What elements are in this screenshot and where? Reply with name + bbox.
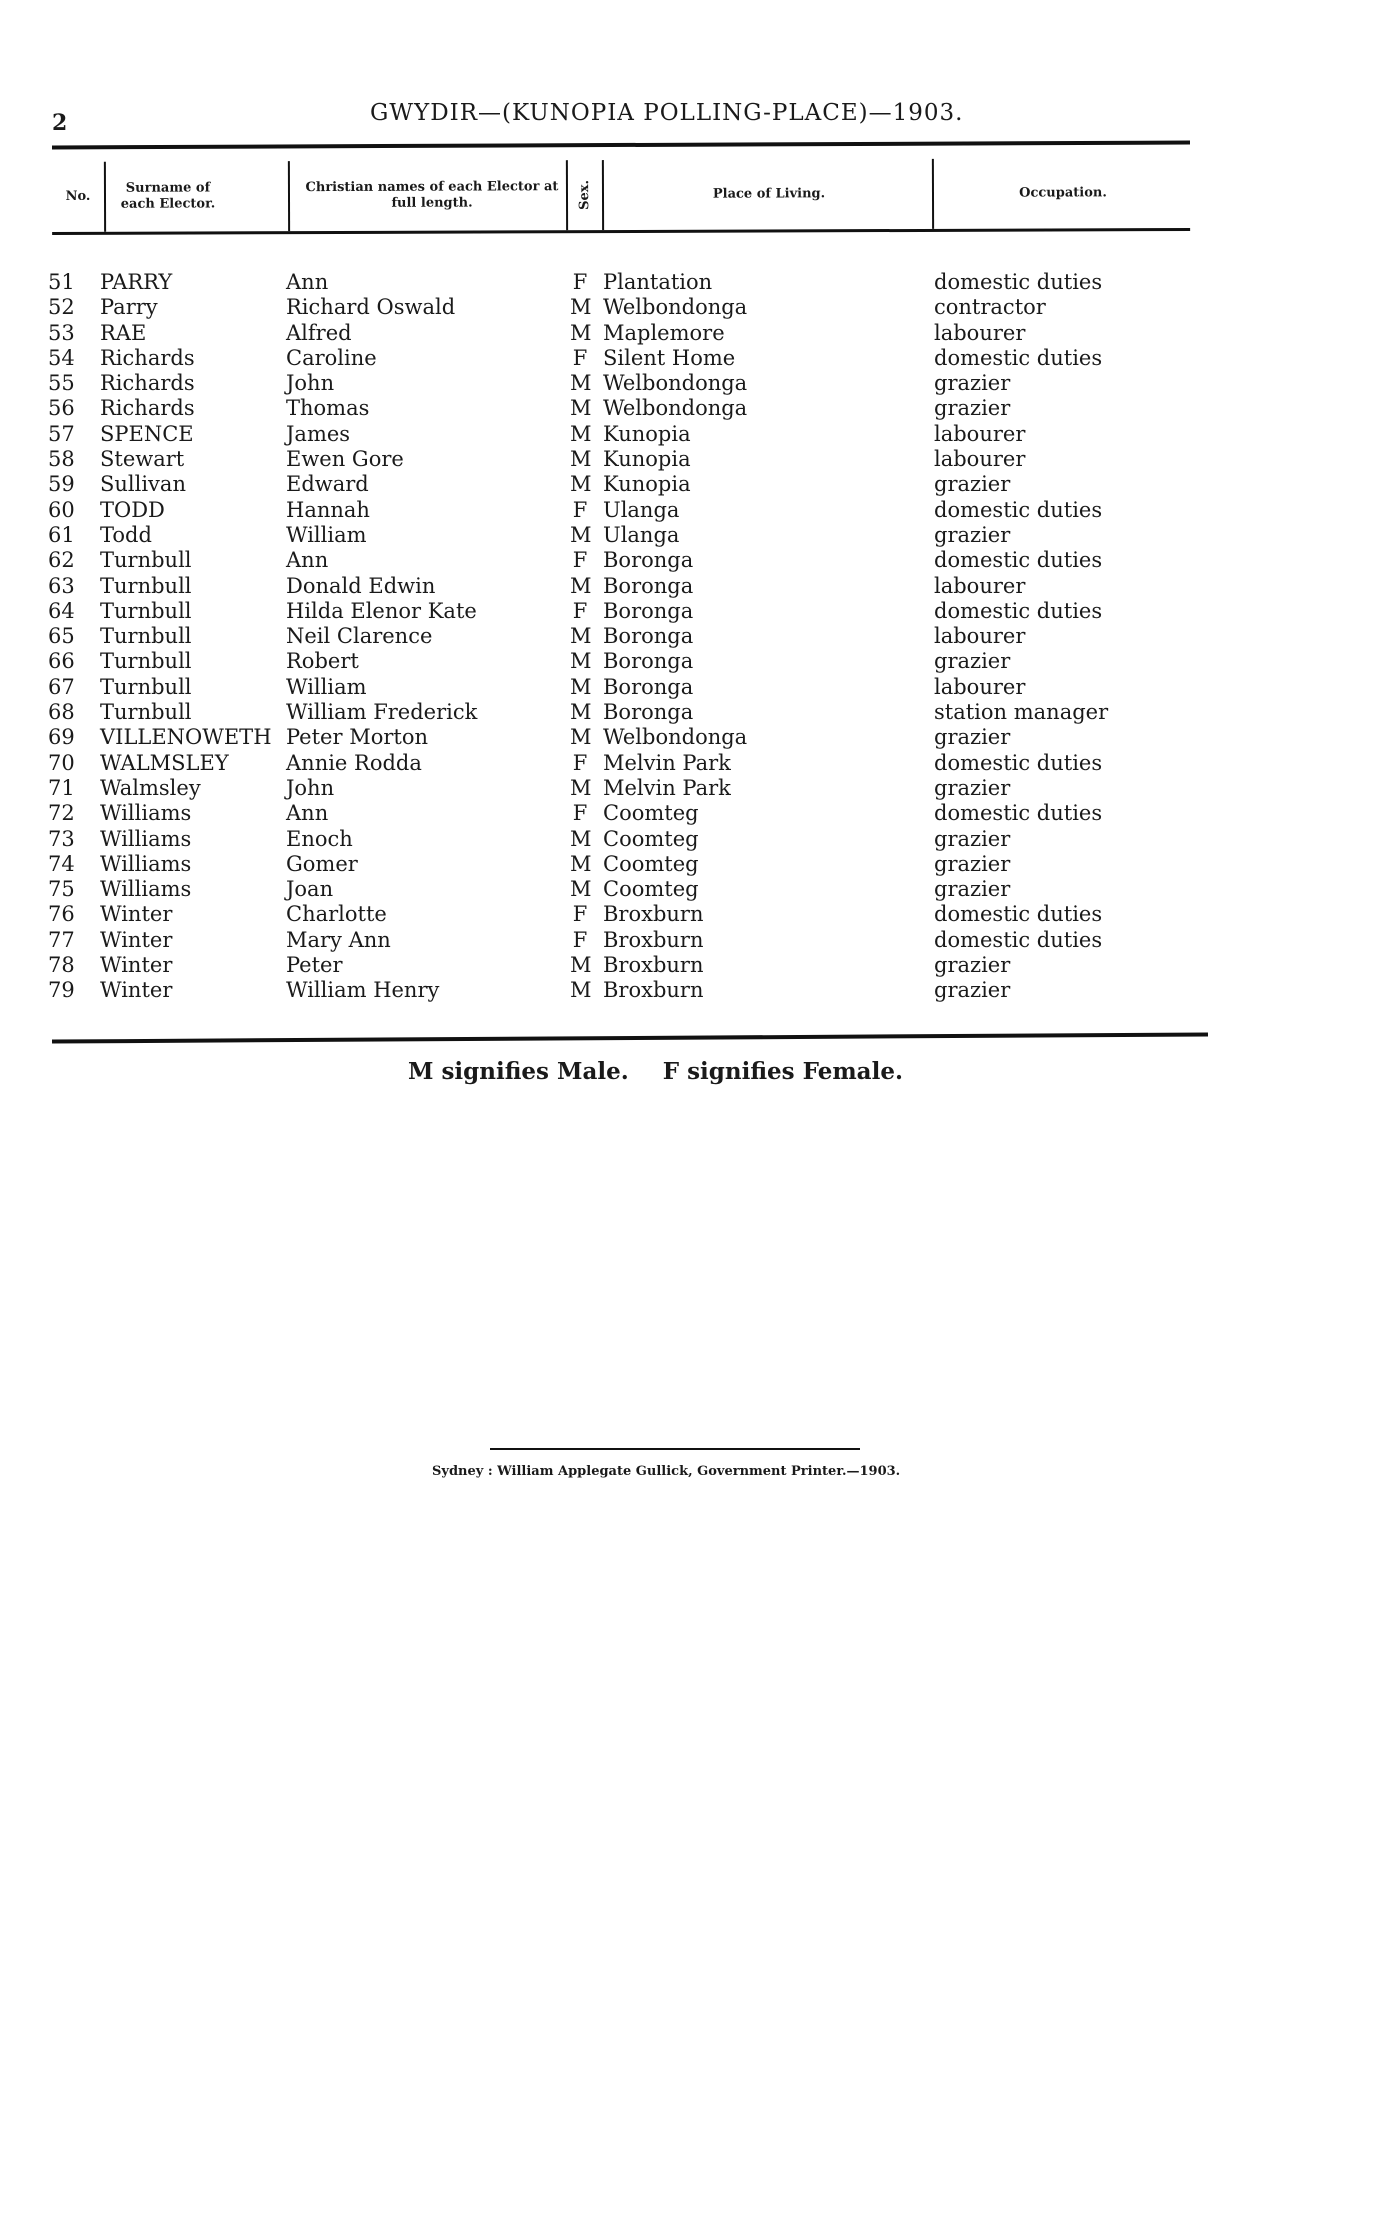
elector-sex: M: [570, 396, 592, 421]
header-no: No.: [65, 189, 91, 205]
elector-place: Welbondonga: [603, 725, 748, 750]
elector-surname: Richards: [100, 371, 195, 396]
elector-christian-names: Neil Clarence: [286, 624, 433, 649]
elector-no: 51: [48, 270, 75, 294]
elector-surname: Turnbull: [100, 548, 192, 573]
table-row: [48, 725, 1198, 750]
header-divider: [566, 160, 568, 230]
header-place: Place of Living.: [712, 186, 826, 202]
elector-occupation: domestic duties: [934, 598, 1103, 623]
table-row: [48, 827, 1198, 852]
elector-surname: WALMSLEY: [100, 750, 229, 775]
table-row: [48, 599, 1198, 624]
elector-christian-names: Donald Edwin: [286, 573, 436, 598]
elector-christian-names: William: [286, 674, 367, 699]
elector-christian-names: Peter: [286, 953, 343, 978]
elector-sex: M: [570, 725, 592, 750]
elector-surname: RAE: [100, 320, 147, 345]
elector-place: Ulanga: [603, 497, 680, 522]
elector-no: 59: [48, 472, 75, 497]
elector-no: 53: [48, 320, 75, 345]
table-row: [48, 624, 1198, 649]
elector-no: 58: [48, 447, 75, 472]
elector-christian-names: Charlotte: [286, 902, 387, 927]
table-row: [48, 270, 1198, 295]
elector-place: Ulanga: [603, 522, 680, 547]
elector-place: Boronga: [603, 573, 694, 598]
sex-legend: [408, 1058, 929, 1085]
printer-rule: [490, 1448, 860, 1450]
elector-occupation: grazier: [934, 775, 1011, 800]
elector-sex: F: [572, 927, 588, 952]
elector-place: Kunopia: [603, 421, 691, 446]
elector-sex: M: [570, 674, 592, 699]
elector-sex: M: [570, 978, 592, 1003]
elector-place: Broxburn: [603, 953, 704, 978]
table-row: [48, 523, 1198, 548]
elector-christian-names: Annie Rodda: [286, 750, 422, 775]
elector-place: Broxburn: [603, 902, 704, 927]
elector-occupation: grazier: [934, 877, 1011, 902]
elector-christian-names: Ann: [286, 270, 329, 294]
table-row: [48, 801, 1198, 826]
elector-occupation: labourer: [934, 320, 1026, 345]
elector-no: 68: [48, 700, 75, 725]
elector-christian-names: John: [286, 775, 335, 800]
table-row: [48, 574, 1198, 599]
elector-occupation: grazier: [934, 649, 1011, 674]
elector-no: 69: [48, 725, 75, 750]
elector-christian-names: Richard Oswald: [286, 295, 456, 320]
elector-sex: M: [570, 295, 592, 320]
elector-no: 54: [48, 345, 75, 370]
printer-imprint: Sydney : William Applegate Gullick, Government Printer.—1903.: [432, 1464, 901, 1479]
elector-occupation: grazier: [934, 953, 1011, 978]
elector-no: 71: [48, 775, 75, 800]
elector-place: Coomteg: [603, 826, 699, 851]
elector-place: Coomteg: [603, 801, 699, 826]
elector-surname: Winter: [100, 902, 173, 927]
header-sex-label: Sex.: [577, 180, 593, 211]
elector-occupation: grazier: [934, 725, 1011, 750]
elector-occupation: station manager: [934, 700, 1109, 725]
elector-no: 74: [48, 851, 75, 876]
elector-sex: M: [570, 700, 592, 725]
elector-surname: Williams: [100, 826, 192, 851]
table-row: [48, 548, 1198, 573]
table-row: [48, 321, 1198, 346]
elector-surname: Winter: [100, 953, 173, 978]
elector-place: Broxburn: [603, 927, 704, 952]
elector-no: 57: [48, 421, 75, 446]
elector-place: Broxburn: [603, 978, 704, 1003]
elector-no: 61: [48, 522, 75, 547]
elector-place: Boronga: [603, 598, 694, 623]
table-row: [48, 928, 1198, 953]
elector-place: Boronga: [603, 548, 694, 573]
elector-no: 62: [48, 548, 75, 573]
elector-occupation: domestic duties: [934, 270, 1103, 294]
elector-occupation: domestic duties: [934, 497, 1103, 522]
table-row: [48, 649, 1198, 674]
elector-no: 73: [48, 826, 75, 851]
elector-no: 60: [48, 497, 75, 522]
elector-surname: Winter: [100, 927, 173, 952]
elector-occupation: grazier: [934, 826, 1011, 851]
elector-place: Maplemore: [603, 320, 725, 345]
elector-sex: M: [570, 573, 592, 598]
elector-surname: Stewart: [100, 447, 185, 472]
elector-surname: Williams: [100, 851, 192, 876]
elector-sex: M: [570, 421, 592, 446]
elector-sex: M: [570, 953, 592, 978]
elector-sex: M: [570, 851, 592, 876]
elector-place: Boronga: [603, 649, 694, 674]
elector-surname: TODD: [100, 497, 165, 522]
elector-christian-names: James: [286, 421, 351, 446]
electors-table-body: [48, 270, 1198, 1004]
elector-surname: VILLENOWETH: [100, 725, 272, 750]
elector-sex: M: [570, 624, 592, 649]
elector-sex: F: [572, 548, 588, 573]
elector-surname: Richards: [100, 396, 195, 421]
elector-surname: Turnbull: [100, 624, 192, 649]
elector-no: 56: [48, 396, 75, 421]
elector-christian-names: Alfred: [286, 320, 352, 345]
table-row: [48, 346, 1198, 371]
elector-occupation: labourer: [934, 624, 1026, 649]
elector-place: Kunopia: [603, 472, 691, 497]
elector-no: 76: [48, 902, 75, 927]
elector-place: Welbondonga: [603, 396, 748, 421]
header-divider: [602, 160, 604, 230]
elector-no: 72: [48, 801, 75, 826]
elector-surname: Turnbull: [100, 674, 192, 699]
elector-surname: Turnbull: [100, 700, 192, 725]
elector-christian-names: Caroline: [286, 345, 377, 370]
legend-male: M signifies Male.: [408, 1058, 629, 1085]
elector-occupation: domestic duties: [934, 927, 1103, 952]
table-row: [48, 472, 1198, 497]
elector-surname: SPENCE: [100, 421, 194, 446]
elector-no: 52: [48, 295, 75, 320]
elector-place: Melvin Park: [603, 775, 731, 800]
table-row: [48, 776, 1198, 801]
elector-no: 78: [48, 953, 75, 978]
header-christian: Christian names of each Elector at full length.: [305, 179, 559, 211]
elector-occupation: grazier: [934, 851, 1011, 876]
table-row: [48, 700, 1198, 725]
elector-surname: Walmsley: [100, 775, 201, 800]
elector-occupation: grazier: [934, 396, 1011, 421]
elector-surname: Todd: [100, 522, 152, 547]
elector-christian-names: Robert: [286, 649, 359, 674]
table-row: [48, 852, 1198, 877]
elector-christian-names: Hannah: [286, 497, 370, 522]
elector-no: 55: [48, 371, 75, 396]
page-title: GWYDIR—(KUNOPIA POLLING-PLACE)—1903.: [370, 100, 964, 126]
elector-occupation: domestic duties: [934, 902, 1103, 927]
elector-occupation: labourer: [934, 674, 1026, 699]
elector-christian-names: Mary Ann: [286, 927, 391, 952]
elector-sex: F: [572, 270, 588, 294]
elector-sex: F: [572, 598, 588, 623]
table-row: [48, 877, 1198, 902]
elector-occupation: labourer: [934, 573, 1026, 598]
elector-sex: F: [572, 801, 588, 826]
elector-sex: M: [570, 320, 592, 345]
elector-sex: F: [572, 750, 588, 775]
elector-occupation: grazier: [934, 371, 1011, 396]
elector-sex: M: [570, 775, 592, 800]
elector-sex: M: [570, 877, 592, 902]
elector-surname: Winter: [100, 978, 173, 1003]
table-row: [48, 675, 1198, 700]
table-row: [48, 751, 1198, 776]
elector-surname: Williams: [100, 877, 192, 902]
table-row: [48, 902, 1198, 927]
elector-no: 70: [48, 750, 75, 775]
header-divider: [104, 162, 106, 232]
elector-surname: Turnbull: [100, 598, 192, 623]
elector-christian-names: Gomer: [286, 851, 358, 876]
elector-occupation: labourer: [934, 447, 1026, 472]
elector-surname: Sullivan: [100, 472, 186, 497]
elector-christian-names: Edward: [286, 472, 369, 497]
elector-sex: M: [570, 447, 592, 472]
elector-occupation: grazier: [934, 472, 1011, 497]
header-divider: [932, 159, 934, 229]
elector-christian-names: Hilda Elenor Kate: [286, 598, 477, 623]
header-divider: [288, 161, 290, 231]
header-sex: [570, 160, 600, 230]
elector-place: Boronga: [603, 700, 694, 725]
elector-christian-names: William Henry: [286, 978, 440, 1003]
elector-surname: Williams: [100, 801, 192, 826]
table-row: [48, 422, 1198, 447]
elector-sex: M: [570, 649, 592, 674]
elector-place: Welbondonga: [603, 371, 748, 396]
table-row: [48, 953, 1198, 978]
elector-christian-names: John: [286, 371, 335, 396]
elector-surname: Parry: [100, 295, 158, 320]
elector-place: Kunopia: [603, 447, 691, 472]
elector-no: 66: [48, 649, 75, 674]
elector-no: 63: [48, 573, 75, 598]
elector-occupation: domestic duties: [934, 801, 1103, 826]
elector-occupation: contractor: [934, 295, 1046, 320]
elector-no: 77: [48, 927, 75, 952]
elector-christian-names: Thomas: [286, 396, 370, 421]
elector-place: Boronga: [603, 624, 694, 649]
elector-sex: M: [570, 522, 592, 547]
table-header: [52, 158, 1190, 235]
elector-no: 67: [48, 674, 75, 699]
table-row: [48, 371, 1198, 396]
elector-place: Boronga: [603, 674, 694, 699]
elector-place: Coomteg: [603, 851, 699, 876]
elector-surname: PARRY: [100, 270, 173, 294]
elector-no: 64: [48, 598, 75, 623]
elector-christian-names: Ann: [286, 548, 329, 573]
elector-christian-names: Peter Morton: [286, 725, 428, 750]
elector-no: 65: [48, 624, 75, 649]
elector-sex: F: [572, 345, 588, 370]
elector-occupation: domestic duties: [934, 548, 1103, 573]
elector-christian-names: Joan: [286, 877, 334, 902]
elector-sex: F: [572, 497, 588, 522]
elector-place: Plantation: [603, 270, 713, 294]
elector-sex: M: [570, 826, 592, 851]
table-row: [48, 396, 1198, 421]
elector-occupation: grazier: [934, 978, 1011, 1003]
elector-christian-names: Ewen Gore: [286, 447, 404, 472]
elector-surname: Turnbull: [100, 649, 192, 674]
table-row: [48, 498, 1198, 523]
elector-no: 75: [48, 877, 75, 902]
elector-place: Coomteg: [603, 877, 699, 902]
elector-christian-names: William Frederick: [286, 700, 478, 725]
elector-christian-names: Enoch: [286, 826, 353, 851]
elector-sex: M: [570, 472, 592, 497]
elector-surname: Richards: [100, 345, 195, 370]
page-number: 2: [52, 110, 68, 136]
table-row: [48, 295, 1198, 320]
elector-sex: F: [572, 902, 588, 927]
header-occupation: Occupation.: [1019, 185, 1107, 201]
elector-occupation: grazier: [934, 522, 1011, 547]
legend-female: F signifies Female.: [662, 1058, 903, 1085]
elector-occupation: domestic duties: [934, 750, 1103, 775]
elector-place: Silent Home: [603, 345, 736, 370]
elector-occupation: labourer: [934, 421, 1026, 446]
elector-surname: Turnbull: [100, 573, 192, 598]
elector-christian-names: Ann: [286, 801, 329, 826]
top-rule: [52, 141, 1190, 150]
table-row: [48, 447, 1198, 472]
table-row: [48, 978, 1198, 1003]
elector-no: 79: [48, 978, 75, 1003]
elector-occupation: domestic duties: [934, 345, 1103, 370]
elector-place: Welbondonga: [603, 295, 748, 320]
header-surname: Surname of each Elector.: [120, 180, 216, 212]
elector-sex: M: [570, 371, 592, 396]
elector-christian-names: William: [286, 522, 367, 547]
bottom-rule: [52, 1032, 1208, 1043]
elector-place: Melvin Park: [603, 750, 731, 775]
